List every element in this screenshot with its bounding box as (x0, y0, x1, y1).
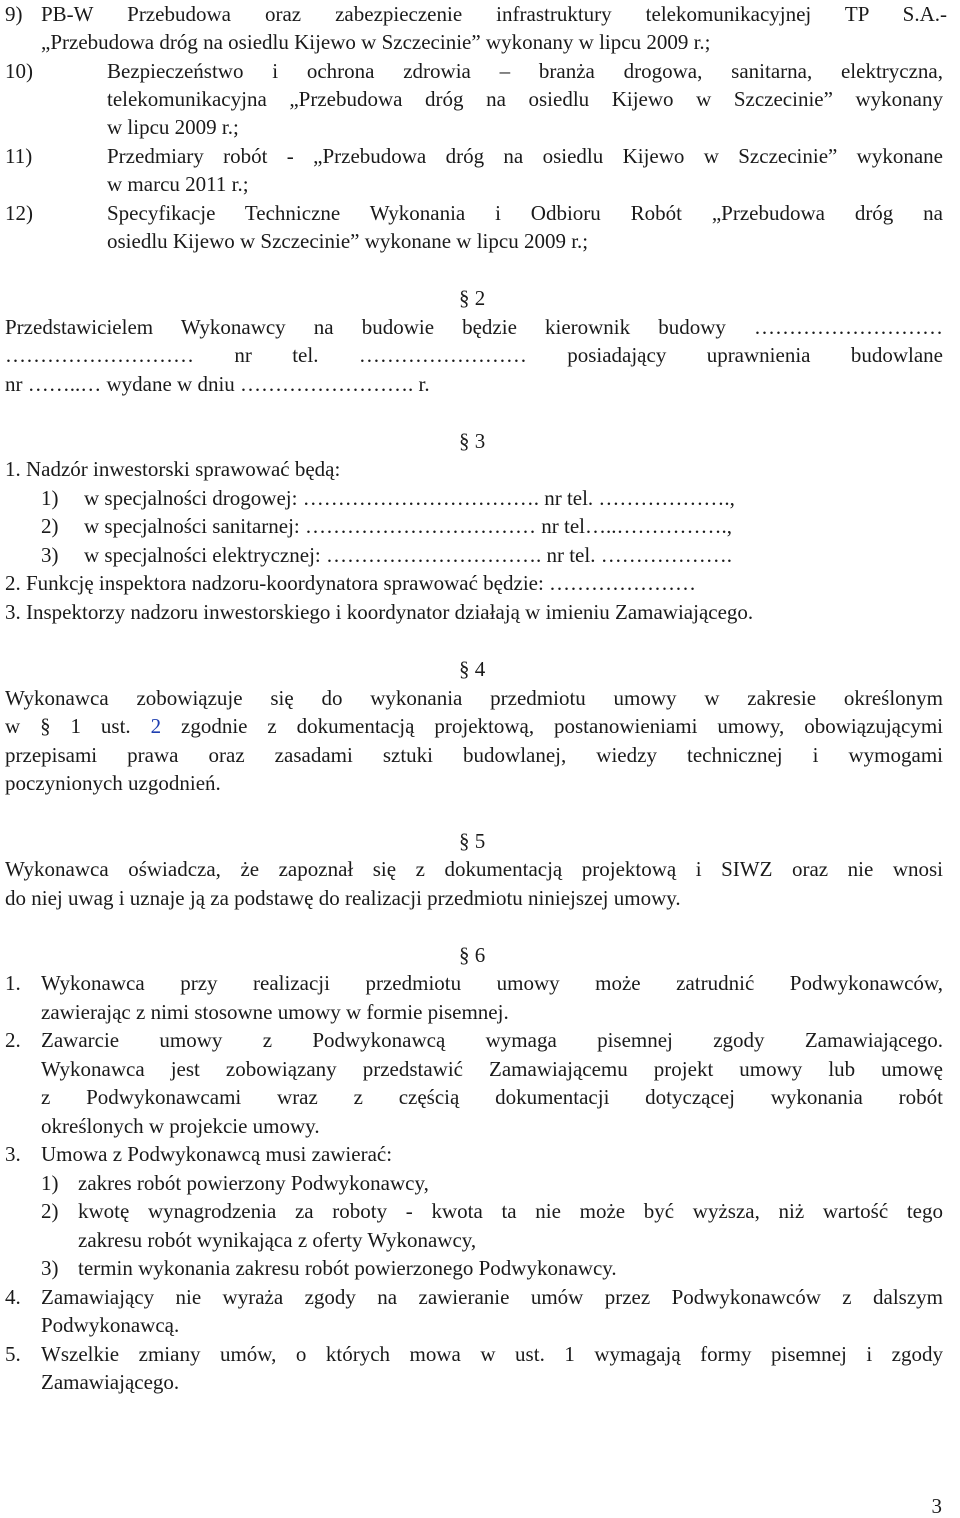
list-number: 1) (41, 1171, 59, 1195)
cross-reference-link[interactable]: 2 (150, 714, 162, 738)
list-line: zakresu robót wynikająca z oferty Wykonawcy, (78, 1228, 477, 1252)
list-number: 1) (41, 486, 59, 510)
list-number: 4. (5, 1285, 21, 1309)
paragraph-line: 3. Inspektorzy nadzoru inwestorskiego i koordynator działają w imieniu Zamawiającego. (5, 600, 754, 624)
list-number: 3) (41, 543, 59, 567)
section-heading-3: § 3 (459, 429, 486, 453)
section-heading-4: § 4 (459, 657, 486, 681)
paragraph-line: przepisami prawa oraz zasadami sztuki budowlanej, wiedzy technicznej i wymogami (5, 743, 943, 767)
paragraph-text: zgodnie z dokumentacją projektową, postanowieniami umowy, obowiązującymi (161, 714, 943, 738)
list-number: 9) (5, 2, 23, 26)
list-line: w marcu 2011 r.; (107, 172, 249, 196)
section-heading-2: § 2 (459, 286, 486, 310)
section-heading-6: § 6 (459, 943, 486, 967)
paragraph-line: poczynionych uzgodnień. (5, 771, 221, 795)
list-line: PB-W Przebudowa oraz zabezpieczenie infrastruktury telekomunikacyjnej TP S.A.- (41, 2, 947, 26)
list-line: kwotę wynagrodzenia za roboty - kwota ta nie może być wyższa, niż wartość tego (78, 1199, 943, 1223)
list-number: 2. (5, 1028, 21, 1052)
paragraph-line: nr ……..… wydane w dniu ……………………. r. (5, 372, 430, 396)
paragraph-line: Przedstawicielem Wykonawcy na budowie będzie kierownik budowy ……………………… (5, 315, 943, 339)
list-line: osiedlu Kijewo w Szczecinie” wykonane w lipcu 2009 r.; (107, 229, 589, 253)
paragraph-line: Wykonawca zobowiązuje się do wykonania przedmiotu umowy w zakresie określonym (5, 686, 943, 710)
list-line: Umowa z Podwykonawcą musi zawierać: (41, 1142, 393, 1166)
list-number: 2) (41, 1199, 59, 1223)
list-line: w specjalności sanitarnej: …………………………… nr tel…..……………., (84, 514, 732, 538)
list-number: 3) (41, 1256, 59, 1280)
list-line: Wykonawca przy realizacji przedmiotu umowy może zatrudnić Podwykonawców, (41, 971, 943, 995)
list-number: 1. (5, 971, 21, 995)
paragraph-line: 1. Nadzór inwestorski sprawować będą: (5, 457, 341, 481)
paragraph-line: Wykonawca oświadcza, że zapoznał się z dokumentacją projektową i SIWZ oraz nie wnosi (5, 857, 943, 881)
list-number: 12) (5, 201, 33, 225)
list-number: 10) (5, 59, 33, 83)
list-line: Zamawiającego. (41, 1370, 180, 1394)
paragraph-line: do niej uwag i uznaje ją za podstawę do realizacji przedmiotu niniejszej umowy. (5, 886, 681, 910)
list-line: telekomunikacyjna „Przebudowa dróg na osiedlu Kijewo w Szczecinie” wykonany (107, 87, 943, 111)
list-line: Wykonawca jest zobowiązany przedstawić Zamawiającemu projekt umowy lub umowę (41, 1057, 943, 1081)
section-heading-5: § 5 (459, 829, 486, 853)
list-line: określonych w projekcie umowy. (41, 1114, 320, 1138)
list-line: Przedmiary robót - „Przebudowa dróg na osiedlu Kijewo w Szczecinie” wykonane (107, 144, 943, 168)
list-number: 11) (5, 144, 33, 168)
list-line: w specjalności drogowej: ……………………………. nr tel. ………………., (84, 486, 735, 510)
list-number: 5. (5, 1342, 21, 1366)
paragraph-line: ……………………… nr tel. …………………… posiadający uprawnienia budowlane (5, 343, 943, 367)
paragraph-text: w § 1 ust. (5, 714, 151, 738)
list-line: „Przebudowa dróg na osiedlu Kijewo w Szczecinie” wykonany w lipcu 2009 r.; (41, 30, 711, 54)
list-number: 3. (5, 1142, 21, 1166)
list-line: w lipcu 2009 r.; (107, 115, 239, 139)
list-number: 2) (41, 514, 59, 538)
list-line: zawierając z nimi stosowne umowy w formie pisemnej. (41, 1000, 509, 1024)
list-line: termin wykonania zakresu robót powierzonego Podwykonawcy. (78, 1256, 617, 1280)
paragraph-line: 2. Funkcję inspektora nadzoru-koordynatora sprawować będzie: ………………… (5, 571, 697, 595)
list-line: Specyfikacje Techniczne Wykonania i Odbioru Robót „Przebudowa dróg na (107, 201, 943, 225)
list-line: Bezpieczeństwo i ochrona zdrowia – branża drogowa, sanitarna, elektryczna, (107, 59, 943, 83)
page-number: 3 (931, 1494, 942, 1518)
list-line: w specjalności elektrycznej: …………………………. nr tel. ………………. (84, 543, 732, 567)
list-line: z Podwykonawcami wraz z częścią dokumentacji dotyczącej wykonania robót (41, 1085, 943, 1109)
list-line: Zamawiający nie wyraża zgody na zawieranie umów przez Podwykonawców z dalszym (41, 1285, 943, 1309)
list-line: Zawarcie umowy z Podwykonawcą wymaga pisemnej zgody Zamawiającego. (41, 1028, 943, 1052)
list-line: Podwykonawcą. (41, 1313, 180, 1337)
list-line: zakres robót powierzony Podwykonawcy, (78, 1171, 429, 1195)
list-line: Wszelkie zmiany umów, o których mowa w ust. 1 wymagają formy pisemnej i zgody (41, 1342, 943, 1366)
